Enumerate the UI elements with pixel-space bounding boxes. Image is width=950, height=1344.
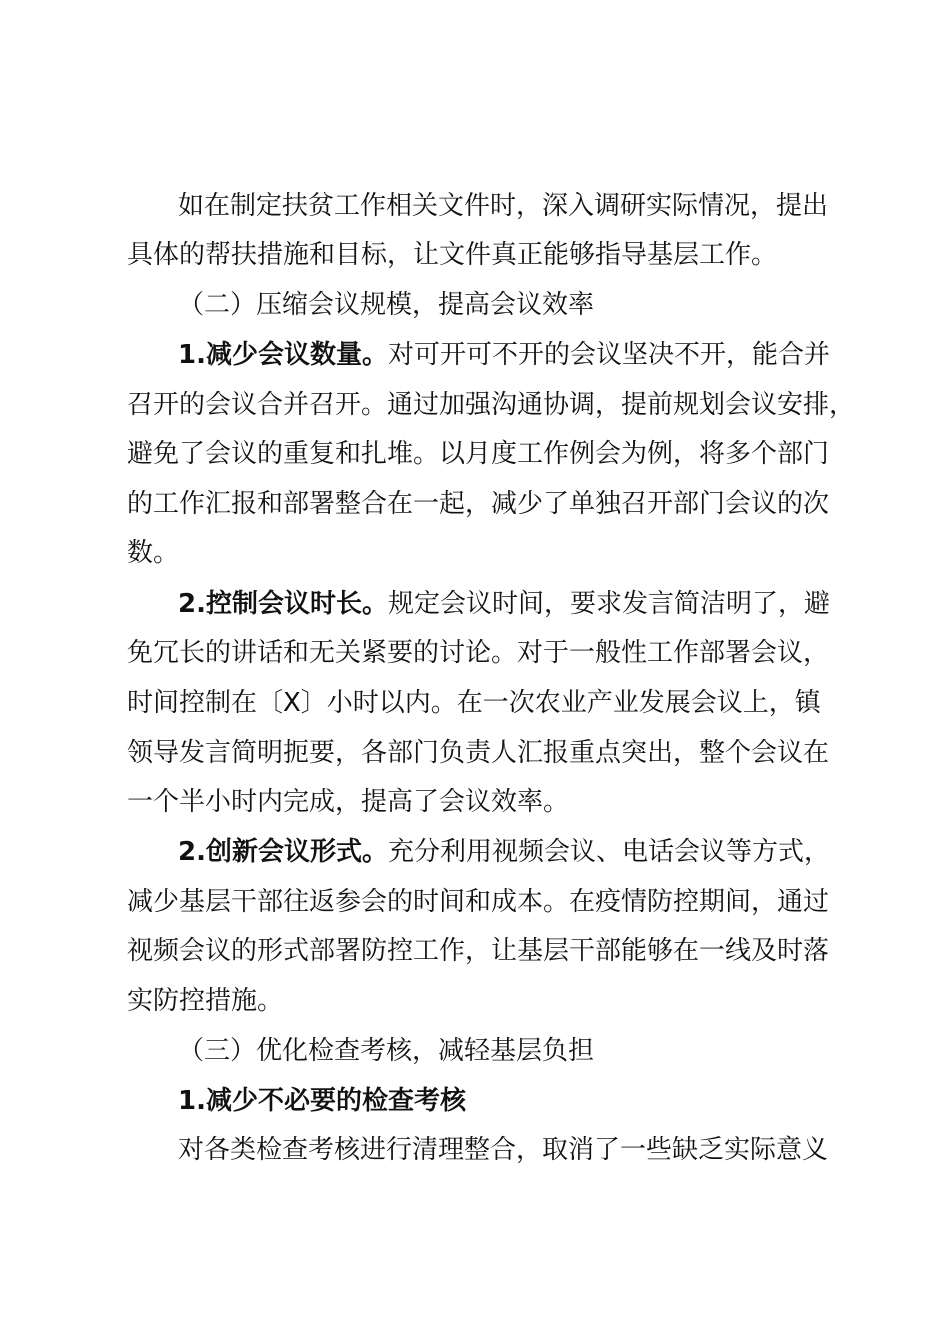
- paragraph-line: 时间控制在〔X〕小时以内。在一次农业产业发展会议上，镇: [127, 688, 821, 718]
- paragraph-line: 召开的会议合并召开。通过加强沟通协调，提前规划会议安排，: [127, 390, 856, 420]
- section-heading: （二）压缩会议规模，提高会议效率: [178, 290, 595, 320]
- paragraph-line: 实防控措施。: [127, 986, 284, 1016]
- item-title: 2.控制会议时长。: [178, 589, 388, 619]
- paragraph-line: 如在制定扶贫工作相关文件时，深入调研实际情况，提出: [178, 191, 829, 221]
- item-title: 2.创新会议形式。: [178, 837, 388, 867]
- item-first-line: [178, 836, 898, 868]
- item-text: 对可开可不开的会议坚决不开，能合并: [387, 340, 830, 370]
- paragraph-line: 的工作汇报和部署整合在一起，减少了单独召开部门会议的次: [127, 489, 830, 519]
- item-first-line: [178, 588, 898, 620]
- paragraph-line: 领导发言简明扼要，各部门负责人汇报重点突出，整个会议在: [127, 738, 830, 768]
- paragraph-line: 免冗长的讲话和无关紧要的讨论。对于一般性工作部署会议，: [127, 638, 830, 668]
- paragraph-line: 对各类检查考核进行清理整合，取消了一些缺乏实际意义: [178, 1135, 829, 1165]
- item-text: 充分利用视频会议、电话会议等方式，: [387, 837, 830, 867]
- paragraph-line: 一个半小时内完成，提高了会议效率。: [127, 787, 570, 817]
- subsection-heading: 1.减少不必要的检查考核: [178, 1086, 466, 1116]
- paragraph-line: 数。: [127, 538, 180, 568]
- paragraph-line: 避免了会议的重复和扎堆。以月度工作例会为例，将多个部门: [127, 439, 830, 469]
- item-first-line: [178, 339, 898, 371]
- item-text: 规定会议时间，要求发言简洁明了，避: [387, 589, 830, 619]
- paragraph-line: 视频会议的形式部署防控工作，让基层干部能够在一线及时落: [127, 936, 830, 966]
- paragraph-line: 减少基层干部往返参会的时间和成本。在疫情防控期间，通过: [127, 887, 830, 917]
- section-heading: （三）优化检查考核，减轻基层负担: [178, 1036, 595, 1066]
- paragraph-line: 具体的帮扶措施和目标，让文件真正能够指导基层工作。: [127, 240, 778, 270]
- item-title: 1.减少会议数量。: [178, 340, 388, 370]
